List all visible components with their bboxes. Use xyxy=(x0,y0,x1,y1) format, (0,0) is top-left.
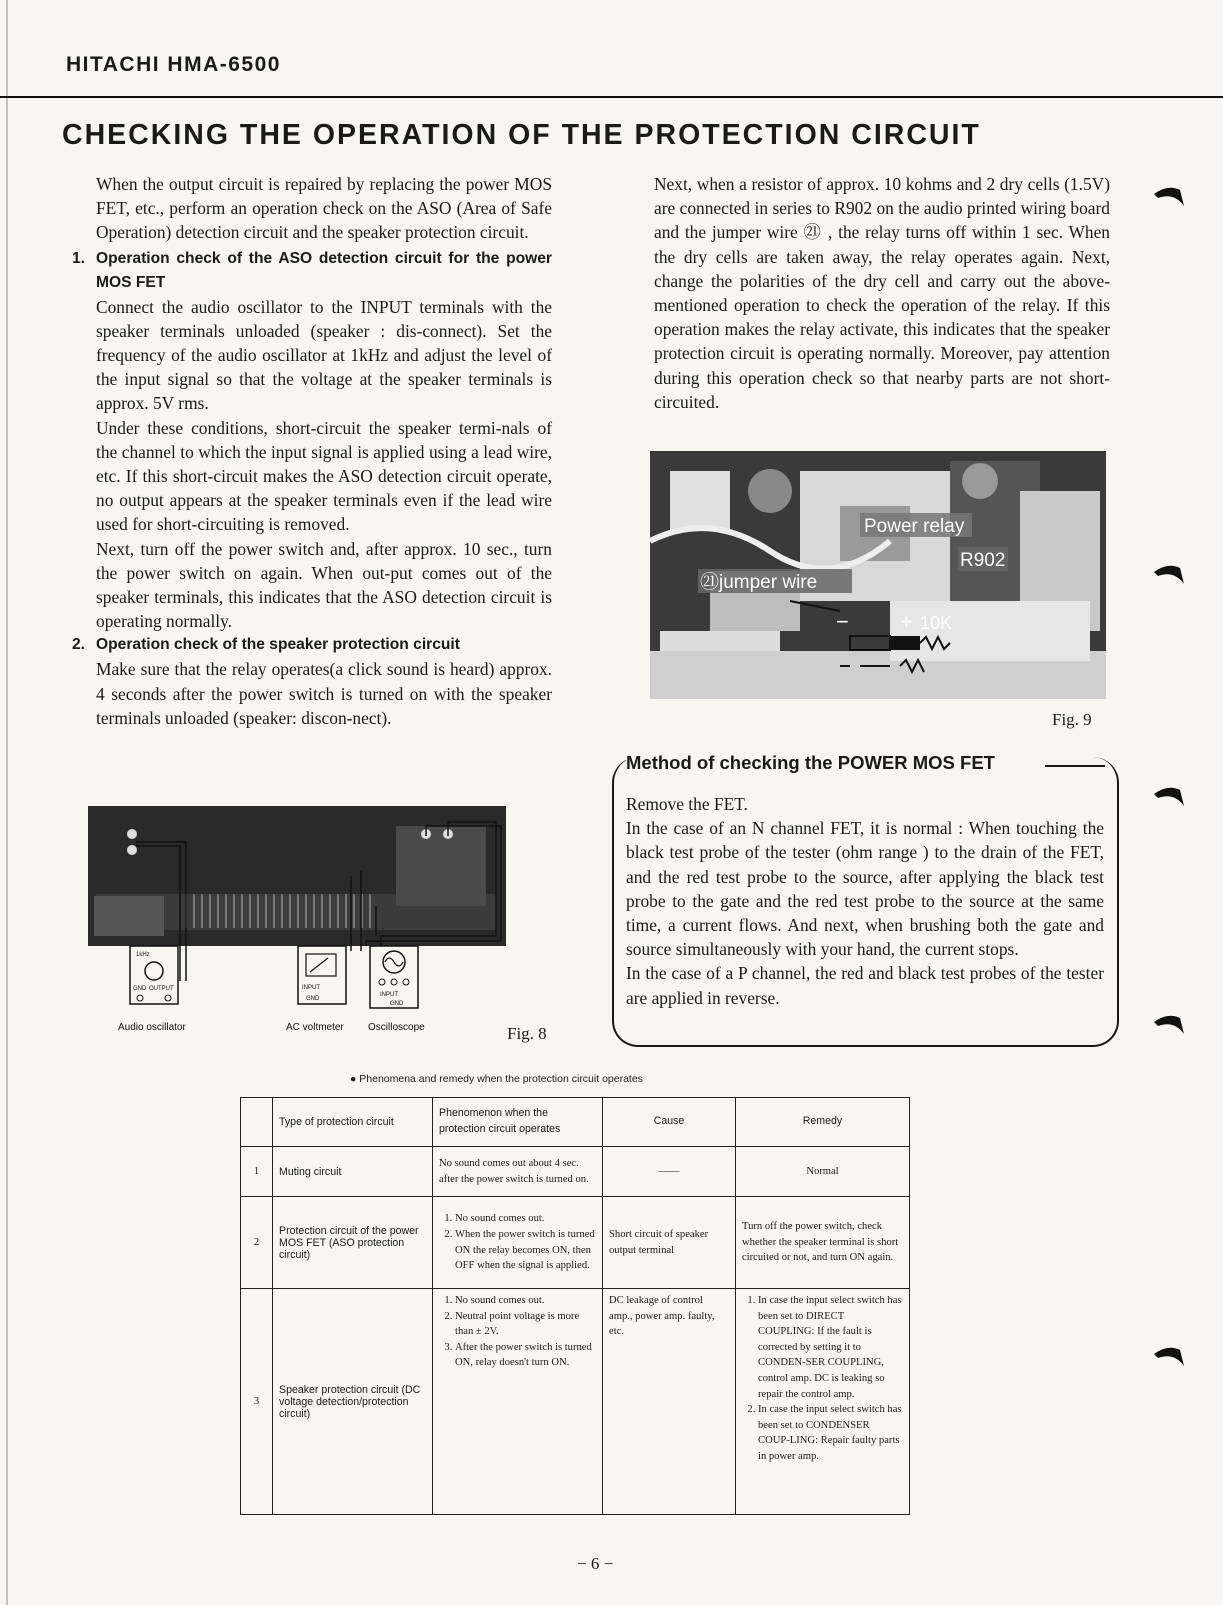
fig8-osc-knob-icon xyxy=(145,962,163,980)
row-phenomenon: No sound comes out about 4 sec. after the power switch is turned on. xyxy=(433,1147,603,1197)
table-row xyxy=(241,1197,910,1289)
fig8-acv-input: INPUT xyxy=(302,985,320,991)
row-remedy xyxy=(736,1289,910,1515)
table-header-num xyxy=(241,1098,273,1147)
page-title: CHECKING THE OPERATION OF THE PROTECTION CIRCUIT xyxy=(62,119,981,151)
table-row xyxy=(241,1147,910,1197)
method-box-rule xyxy=(1045,765,1105,767)
method-paragraph-2: In the case of an N channel FET, it is normal : When touching the black test probe of the tester (ohm range ) to the drain of the FET, and the red test probe to the source, after applying the black test probe to the gate and the red test probe to the source at the same time, a current flows. And next, when brushing both the gate and source simultaneously with your hand, the current stops. xyxy=(626,818,1104,960)
fig9-label-power-relay: Power relay xyxy=(864,516,965,537)
phenomenon-item: 2. When the power switch is turned ON the relay becomes ON, then OFF when the signal is applied. xyxy=(455,1227,596,1274)
row-number: 1 xyxy=(241,1147,273,1197)
fig8-scope-input: INPUT xyxy=(380,992,398,998)
row-type: Protection circuit of the power MOS FET (ASO protection circuit) xyxy=(273,1197,433,1289)
fig8-scope-gnd: GND xyxy=(390,1001,404,1007)
binding-mark-4 xyxy=(1154,1016,1184,1034)
section-2-title: Operation check of the speaker protection circuit xyxy=(96,636,460,654)
binding-mark-3 xyxy=(1154,788,1184,806)
section-1-paragraph-3: Next, turn off the power switch and, after approx. 10 sec., turn the power switch on again. When out-put comes out of the speaker terminals, this indicates that the ASO detection circuit is operating normally. xyxy=(96,538,552,632)
page-number: − 6 − xyxy=(577,1554,614,1573)
fig9-photo xyxy=(650,451,1106,699)
fig9-label-jumper-wire: ㉑jumper wire xyxy=(700,572,818,593)
binding-marks xyxy=(1150,180,1200,1420)
phenomenon-item: 1. No sound comes out. xyxy=(455,1293,596,1309)
protection-table xyxy=(240,1097,910,1515)
fig9-plus: + xyxy=(900,609,913,634)
remedy-item: 2. In case the input select switch has been set to CONDENSER COUP-LING: Repair faulty parts in power amp. xyxy=(758,1402,903,1464)
row-number: 3 xyxy=(241,1289,273,1515)
row-phenomenon xyxy=(433,1197,603,1289)
binding-mark-1 xyxy=(1154,188,1184,206)
phenomenon-item: 3. After the power switch is turned ON, relay doesn't turn ON. xyxy=(455,1340,596,1371)
header-divider xyxy=(0,96,1223,98)
fig9-resistor-label: 10K xyxy=(920,613,953,633)
right-column xyxy=(654,172,1110,414)
row-cause: Short circuit of speaker output terminal xyxy=(603,1197,736,1289)
table-row xyxy=(241,1289,910,1515)
section-2-number: 2. xyxy=(72,636,86,654)
phenomenon-item: 1. No sound comes out. xyxy=(455,1211,596,1227)
row-cause: —— xyxy=(603,1147,736,1197)
table-header-type: Type of protection circuit xyxy=(273,1098,433,1147)
table-caption: ● Phenomena and remedy when the protection circuit operates xyxy=(350,1073,643,1085)
fig8-meter-icon xyxy=(306,954,336,976)
fig8-oscilloscope-box xyxy=(370,946,418,1008)
section-2-heading xyxy=(72,633,552,657)
table-header-row xyxy=(241,1098,910,1147)
table-header-cause: Cause xyxy=(603,1098,736,1147)
section-1-title: Operation check of the ASO detection circuit for the power MOS FET xyxy=(96,249,552,291)
row-phenomenon xyxy=(433,1289,603,1515)
row-remedy: Turn off the power switch, check whether the speaker terminal is short circuited or not, and turn ON again. xyxy=(736,1197,910,1289)
left-column xyxy=(72,172,552,730)
fig9-circuit-board-image xyxy=(650,451,1106,699)
header-brand: HITACHI HMA-6500 xyxy=(66,53,281,76)
fig8-acv-gnd: GND xyxy=(306,996,320,1002)
table-header-phenomenon: Phenomenon when the protection circuit operates xyxy=(433,1098,603,1147)
phenomenon-item: 2. Neutral point voltage is more than ± 2V. xyxy=(455,1309,596,1340)
fig9-battery-cell xyxy=(890,636,920,650)
row-cause: DC leakage of control amp., power amp. faulty, etc. xyxy=(603,1289,736,1515)
row-remedy: Normal xyxy=(736,1147,910,1197)
fig8-osc-gnd: GND xyxy=(133,986,147,992)
fig8-osc-freq: 1kHz xyxy=(136,952,150,958)
method-title: Method of checking the POWER MOS FET xyxy=(626,752,1001,774)
fig9-caption: Fig. 9 xyxy=(1052,710,1092,729)
section-1-paragraph-1: Connect the audio oscillator to the INPUT terminals with the speaker terminals unloaded (speaker : dis-connect). Set the frequency of the audio oscillator at 1kHz and adjust the level of the input signal so that the voltage at the speaker terminals is approx. 5V rms. xyxy=(96,296,552,414)
row-type: Speaker protection circuit (DC voltage detection/protection circuit) xyxy=(273,1289,433,1515)
table-header-remedy: Remedy xyxy=(736,1098,910,1147)
fig9-label-r902: R902 xyxy=(960,550,1006,571)
page-edge-mark xyxy=(6,0,8,1605)
remedy-item: 1. In case the input select switch has been set to DIRECT COUPLING: If the fault is corrected by setting it to CONDEN-SER COUPLING, control amp. DC is leaking so repair the control amp. xyxy=(758,1293,903,1402)
fig8-label-ac-voltmeter: AC voltmeter xyxy=(286,1022,344,1033)
row-number: 2 xyxy=(241,1197,273,1289)
fig8-label-oscilloscope: Oscilloscope xyxy=(368,1022,425,1033)
method-text xyxy=(626,792,1104,1010)
fig8-osc-output: OUTPUT xyxy=(149,986,174,992)
binding-mark-2 xyxy=(1154,566,1184,584)
section-1-number: 1. xyxy=(72,249,86,267)
method-paragraph-1: Remove the FET. xyxy=(626,794,748,814)
section-1-heading xyxy=(72,247,552,295)
row-type: Muting circuit xyxy=(273,1147,433,1197)
method-paragraph-3: In the case of a P channel, the red and black test probes of the tester are applied in reverse. xyxy=(626,963,1104,1008)
fig8-diagram xyxy=(76,806,518,1056)
fig8-connection-image xyxy=(76,806,518,1056)
binding-mark-5 xyxy=(1154,1348,1184,1366)
fig8-caption: Fig. 8 xyxy=(507,1024,547,1043)
intro-paragraph: When the output circuit is repaired by replacing the power MOS FET, etc., perform an operation check on the ASO (Area of Safe Operation) detection circuit and the speaker protection circuit. xyxy=(96,174,552,243)
relay-check-paragraph: Next, when a resistor of approx. 10 kohms and 2 dry cells (1.5V) are connected in series to R902 on the audio printed wiring board and the jumper wire ㉑ , the relay turns off within 1 sec. When the dry cells are taken away, the relay operates again. Next, change the polarities of the dry cell and carry out the above-mentioned operation to check the operation of the relay. If this operation makes the relay activate, this indicates that the speaker protection circuit is operating normally. Moreover, pay attention during this operation check so that nearby parts are not short-circuited. xyxy=(654,174,1110,412)
section-1-paragraph-2: Under these conditions, short-circuit the speaker termi-nals of the channel to which the input signal is applied using a lead wire, etc. If this short-circuit makes the ASO detection circuit operate, no output appears at the speaker terminals even if the lead wire used for short-circuiting is removed. xyxy=(96,417,552,535)
section-2-paragraph-1: Make sure that the relay operates(a click sound is heard) approx. 4 seconds after the power switch is turned on with the speaker terminals unloaded (speaker: discon-nect). xyxy=(96,659,552,728)
fig9-minus: − xyxy=(836,609,849,634)
fig8-label-audio-oscillator: Audio oscillator xyxy=(118,1022,186,1033)
